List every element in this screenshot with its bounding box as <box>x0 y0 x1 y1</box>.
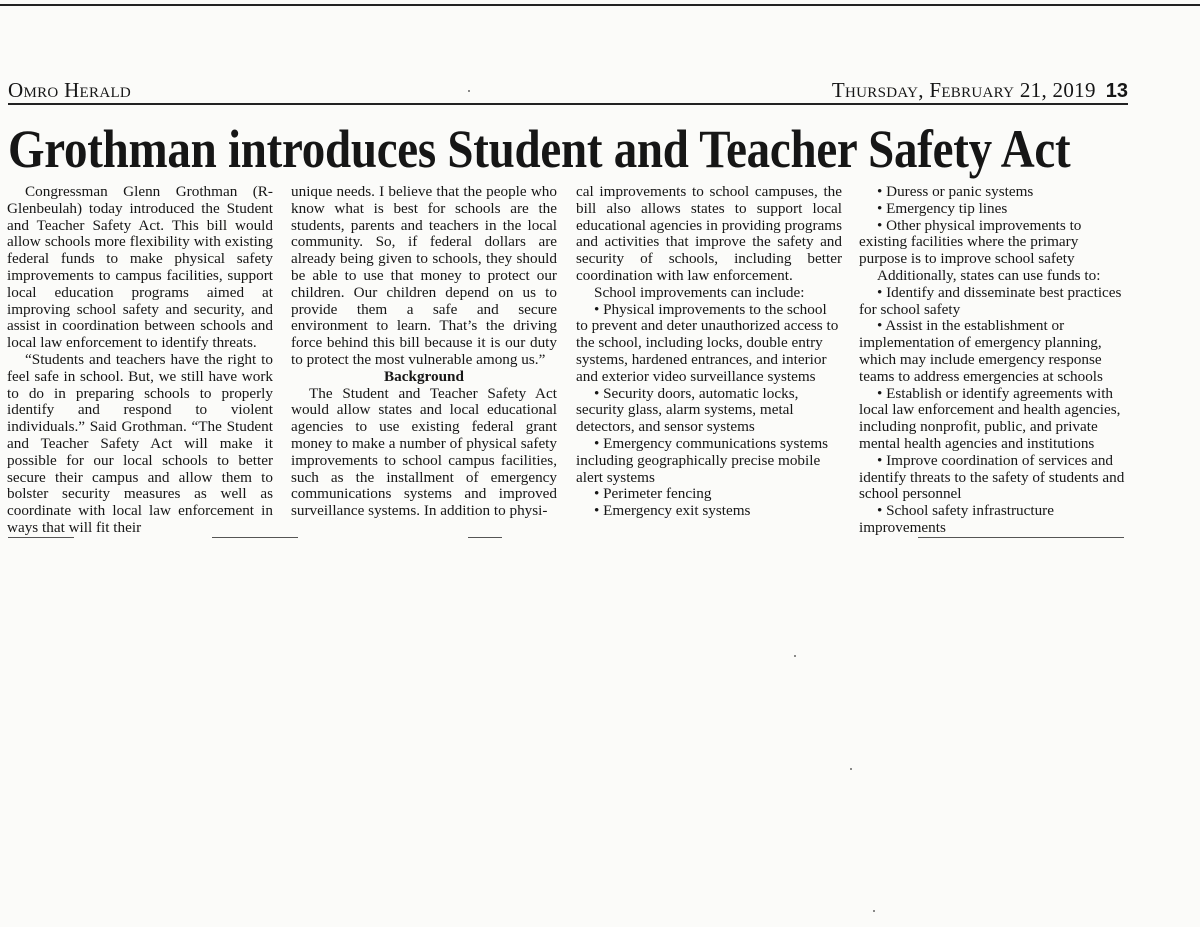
scan-speck <box>468 90 470 92</box>
paragraph: “Students and teachers have the right to feel safe in school. But, we still have work to do in preparing schools to properly identify and respond to violent individuals.” Said Grothman. “The Student and Teacher Safety Act will make it possible for our local schools to better secure their campus and allow them to bolster security measures as well as coordinate with local law enforcement in ways that will fit their <box>7 350 273 536</box>
column-end-rule <box>8 537 74 538</box>
bullet-item: • Perimeter fencing <box>594 485 712 503</box>
paragraph: cal improvements to school campuses, the bill also allows states to support local educational agencies in providing programs and activities that improve the safety and security of schools, including better coordination with law enforcement. <box>576 183 842 284</box>
paragraph: unique needs. I believe that the people who know what is best for schools are the students, parents and teachers in the local community. So, if federal dollars are already being given to schools, they should be able to use that money to protect our children. Our children depend on us to provide them a safe and secure environment to learn. That’s the driving force behind this bill because it is our duty to protect the most vulnerable among us.” <box>291 183 557 368</box>
article-headline: Grothman introduces Student and Teacher Safety Act <box>8 119 1071 179</box>
bullet-item: • Assist in the establishment or implementation of emergency planning, which may include emergency response teams to address emergencies at schools <box>859 317 1103 385</box>
scan-speck <box>794 655 796 657</box>
header-rule <box>8 103 1128 105</box>
article-end-rule <box>918 537 1124 538</box>
page-number: 13 <box>1105 80 1128 102</box>
issue-date: Thursday, February 21, 2019 <box>831 78 1096 102</box>
header-right <box>832 78 1128 103</box>
scan-speck <box>850 768 852 770</box>
newspaper-name: Omro Herald <box>8 78 132 102</box>
paragraph: Additionally, states can use funds to: <box>877 266 1101 284</box>
paragraph: Congressman Glenn Grothman (R-Glenbeulah) today introduced the Student and Teacher Safety Act. This bill would allow schools more flexibility with existing federal funds to make physical safety improvements to campus facilities, support local education programs aimed at improving school safety and security, and assist in coordination between schools and local law enforcement to identify threats. <box>7 183 273 352</box>
article-column-4 <box>859 184 1125 537</box>
top-border-rule <box>0 4 1200 6</box>
bullet-item: • School safety infrastructure improvements <box>859 502 1054 536</box>
bullet-item: • Identify and disseminate best practices for school safety <box>859 283 1122 318</box>
bullet-item: • Physical improvements to the school to prevent and deter unauthorized access to the school, including locks, double entry systems, hardened entrances, and interior and exterior video surveillance systems <box>576 300 839 385</box>
scan-speck <box>873 910 875 912</box>
column-end-rule <box>468 537 502 538</box>
bullet-item: • Emergency exit systems <box>594 502 751 520</box>
bullet-item: • Emergency communications systems including geographically precise mobile alert systems <box>576 434 829 486</box>
paragraph: The Student and Teacher Safety Act would allow states and local educational agencies to use existing federal grant money to make a number of physical safety improvements to school campus facilities, such as the installment of emergency communications systems and improved surveillance systems. In addition to physi- <box>291 384 557 520</box>
bullet-item: • Emergency tip lines <box>877 199 1008 217</box>
bullet-item: • Other physical improvements to existing facilities where the primary purpose is to improve school safety <box>859 216 1082 268</box>
article-column-1 <box>7 184 273 537</box>
bullet-item: • Improve coordination of services and identify threats to the safety of students and school personnel <box>859 451 1125 503</box>
page-header <box>8 76 1128 104</box>
article-column-2 <box>291 184 557 520</box>
bullet-item: • Duress or panic systems <box>877 183 1034 200</box>
bullet-item: • Security doors, automatic locks, security glass, alarm systems, metal detectors, and sensor systems <box>576 384 799 436</box>
article-column-3 <box>576 184 842 520</box>
column-end-rule <box>212 537 298 538</box>
section-subhead: Background <box>384 367 464 385</box>
paragraph: School improvements can include: <box>594 283 805 301</box>
bullet-item: • Establish or identify agreements with local law enforcement and health agencies, including nonprofit, public, and private mental health agencies and institutions <box>859 384 1121 452</box>
